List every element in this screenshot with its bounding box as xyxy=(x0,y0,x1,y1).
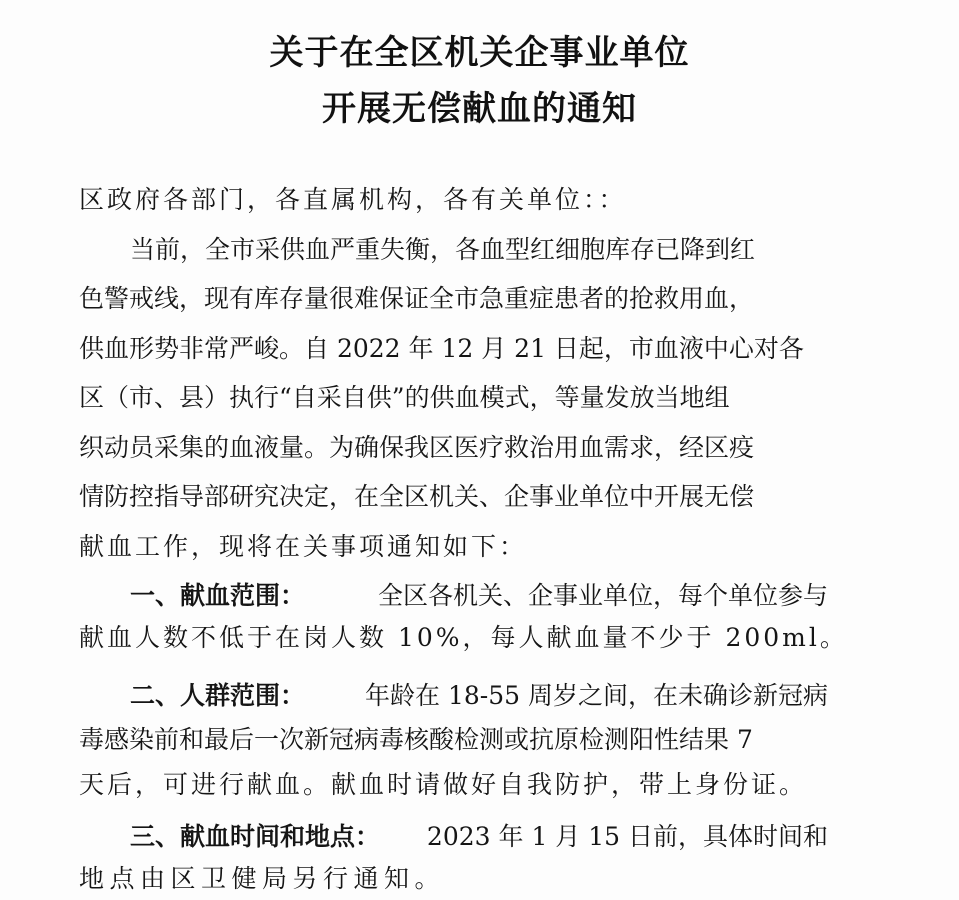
body-line-4: 区（市、县）执行“自采自供”的供血模式，等量发放当地组 xyxy=(79,383,730,412)
section-2-text-2: 毒感染前和最后一次新冠病毒核酸检测或抗原检测阳性结果 7 xyxy=(79,725,753,754)
body-line-6: 情防控指导部研究决定，在全区机关、企事业单位中开展无偿 xyxy=(79,482,755,511)
section-2-text-1: 年龄在 18-55 周岁之间，在未确诊新冠病 xyxy=(365,681,828,710)
section-3-first-line xyxy=(130,824,828,849)
section-1-text-1: 全区各机关、企事业单位，每个单位参与 xyxy=(377,581,828,610)
section-3-heading: 三、献血时间和地点： xyxy=(130,822,381,851)
body-line-7: 献血工作，现将在关事项通知如下： xyxy=(79,532,528,561)
body-line-3: 供血形势非常严峻。自 2022 年 12 月 21 日起，市血液中心对各 xyxy=(79,334,804,363)
document-title-line-1: 关于在全区机关企事业单位 xyxy=(269,33,690,73)
section-2-heading: 二、人群范围： xyxy=(130,681,306,710)
body-line-1: 当前，全市采供血严重失衡，各血型红细胞库存已降到红 xyxy=(130,235,756,264)
section-2-first-line xyxy=(130,683,828,708)
section-3-text-1: 2023 年 1 月 15 日前，具体时间和 xyxy=(426,822,828,851)
salutation: 区政府各部门，各直属机构，各有关单位：： xyxy=(79,185,627,214)
section-3-text-2: 地点由区卫健局另行通知。 xyxy=(79,864,446,893)
document-title-line-2: 开展无偿献血的通知 xyxy=(322,89,637,129)
section-1-text-2: 献血人数不低于在岗人数 10%，每人献血量不少于 200ml。 xyxy=(79,623,848,652)
section-1-first-line xyxy=(130,583,828,608)
section-2-text-3: 天后，可进行献血。献血时请做好自我防护，带上身份证。 xyxy=(79,770,808,799)
body-line-5: 织动员采集的血液量。为确保我区医疗救治用血需求，经区疫 xyxy=(79,433,755,462)
body-line-2: 色警戒线，现有库存量很难保证全市急重症患者的抢救用血， xyxy=(79,284,755,313)
section-1-heading: 一、献血范围： xyxy=(130,581,306,610)
